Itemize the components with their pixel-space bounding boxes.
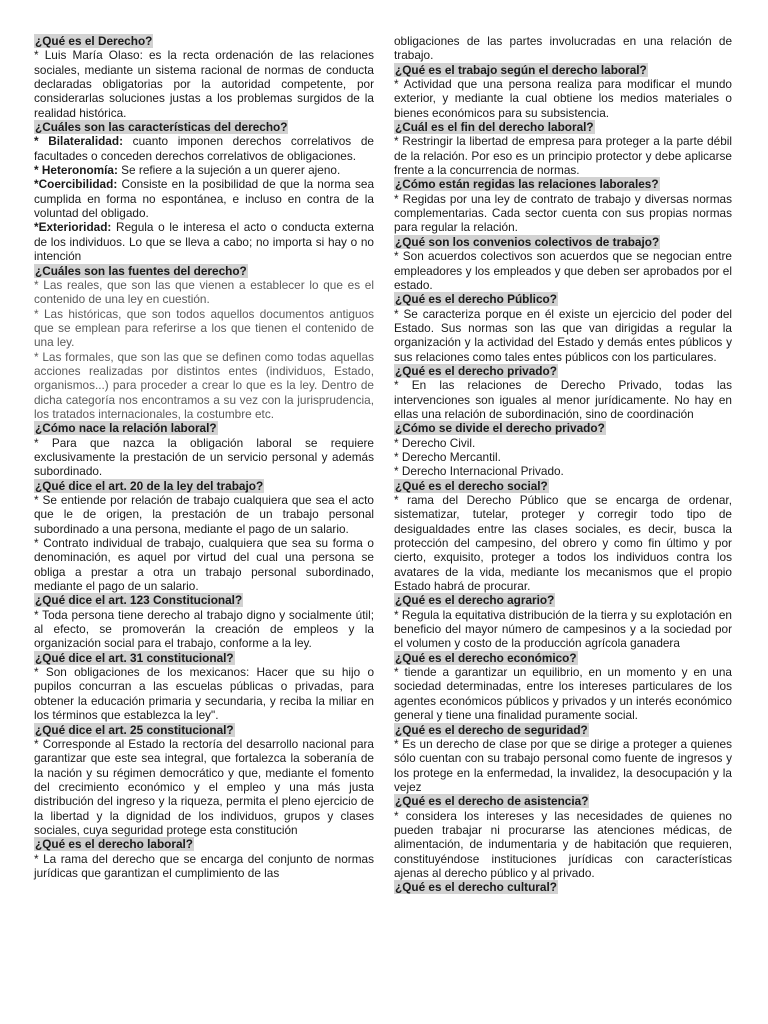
answer-paragraph (34, 665, 374, 722)
answer-text: * Las formales, que son las que se definen como todas aquellas acciones realizadas por distintos entes (individuos, Estado, organismos...) para proceder a crear lo que es la ley. Dentro de dicha categoría nos encontramos a su vez con la jurisprudencia, los tratados internacionales, la costumbre etc. (34, 349, 374, 421)
answer-paragraph (34, 608, 374, 651)
question-text: ¿Qué es el derecho de seguridad? (395, 722, 588, 737)
answer-paragraph (394, 809, 732, 881)
question-text: ¿Qué es el derecho Público? (395, 292, 557, 307)
question-heading (394, 63, 732, 77)
question-heading (394, 421, 732, 435)
question-text: ¿Qué son los convenios colectivos de trabajo? (395, 234, 660, 249)
answer-paragraph (394, 464, 732, 478)
answer-text: * tiende a garantizar un equilibrio, en un momento y en una sociedad determinadas, entre los intereses particulares de los agentes económicos públicos y privados y un interés económico general y tiene una finalidad puramente social. (394, 665, 732, 723)
question-text: ¿Qué es el derecho económico? (395, 650, 577, 665)
answer-text: * Son obligaciones de los mexicanos: Hacer que su hijo o pupilos concurran a las escuelas públicas o privadas, para obtener la educación primaria y secundaria, y reciba la miliar en los términos que establezca la ley". (34, 665, 374, 723)
answer-paragraph (34, 852, 374, 881)
question-heading (394, 651, 732, 665)
answer-paragraph (394, 608, 732, 651)
answer-paragraph (394, 249, 732, 292)
term-label: *Exterioridad: (34, 220, 112, 235)
question-heading (394, 177, 732, 191)
answer-text: * Corresponde al Estado la rectoría del desarrollo nacional para garantizar que este sea integral, que fortalezca la soberanía de la nación y su régimen democrático y que, mediante el fomento del crecimiento económico y el empleo y una más justa distribución del ingreso y la riqueza, permita el pleno ejercicio de la libertad y la dignidad de los individuos, grupos y clases sociales, cuya seguridad protege esta constitución (34, 736, 374, 837)
answer-paragraph (394, 493, 732, 593)
term-label: * Bilateralidad: (34, 134, 123, 149)
answer-text: * En las relaciones de Derecho Privado, todas las intervenciones son iguales al menor jurídicamente. No hay en ellas una relación de subordinación, sino de coordinación (394, 378, 732, 421)
term-label: *Coercibilidad: (34, 177, 118, 192)
answer-text: * Derecho Civil. (394, 435, 476, 450)
answer-paragraph (34, 48, 374, 120)
question-heading (394, 120, 732, 134)
question-text: ¿Qué es el derecho agrario? (395, 593, 555, 608)
answer-text: * rama del Derecho Público que se encarga de ordenar, sistematizar, tutelar, proteger y corregir todo tipo de desigualdades entre las clases sociales, es decir, busca la protección del campesino, del obrero y como fin último y por cierto, exquisito, proteger a todos los individuos contra los avatares de la vida, mediante los mecanismos que el propio Estado habrá de procurar. (394, 493, 732, 594)
question-heading (394, 479, 732, 493)
answer-text: * Se entiende por relación de trabajo cualquiera que sea el acto que le de origen, la prestación de un trabajo personal subordinado a una persona, mediante el pago de un salario. (34, 493, 374, 536)
answer-text: obligaciones de las partes involucradas en una relación de trabajo. (394, 34, 732, 63)
question-heading (34, 651, 374, 665)
question-text: ¿Qué dice el art. 31 constitucional? (35, 650, 234, 665)
answer-paragraph (394, 737, 732, 794)
answer-paragraph (34, 220, 374, 263)
answer-paragraph (34, 493, 374, 536)
question-heading (34, 34, 374, 48)
question-text: ¿Cuál es el fin del derecho laboral? (395, 120, 594, 135)
answer-text: * Toda persona tiene derecho al trabajo digno y socialmente útil; al efecto, se promoverán la creación de empleos y la organización social para el trabajo, conforme a la ley. (34, 607, 374, 651)
answer-text: * Se caracteriza porque en él existe un ejercicio del poder del Estado. Sus normas son las que van dirigidas a regular la organización y la actividad del Estado y demás entes públicos y sus relaciones como tales entes públicos con los particulares. (394, 306, 732, 364)
question-heading (34, 837, 374, 851)
answer-text: * La rama del derecho que se encarga del conjunto de normas jurídicas que garantizan el cumplimiento de las (34, 851, 374, 880)
question-heading (34, 421, 374, 435)
question-heading (394, 364, 732, 378)
question-text: ¿Cómo están regidas las relaciones laborales? (395, 177, 659, 192)
question-text: ¿Qué es el derecho de asistencia? (395, 794, 589, 809)
question-text: ¿Cómo nace la relación laboral? (35, 421, 217, 436)
answer-paragraph (34, 436, 374, 479)
question-text: ¿Qué es el Derecho? (35, 34, 153, 48)
question-heading (394, 794, 732, 808)
answer-text: * Las históricas, que son todos aquellos documentos antiguos que se emplean para referirse a los que tienen el contenido de una ley. (34, 306, 374, 350)
answer-text: * Derecho Mercantil. (394, 449, 501, 464)
answer-paragraph (34, 163, 374, 177)
answer-paragraph (394, 192, 732, 235)
left-column (34, 34, 374, 880)
answer-paragraph (34, 177, 374, 220)
question-text: ¿Cómo se divide el derecho privado? (395, 421, 605, 436)
question-heading (394, 593, 732, 607)
answer-text: * Regula la equitativa distribución de la tierra y su explotación en beneficio del mayor número de campesinos y a la sociedad por el volumen y costo de la producción agrícola ganadera (394, 607, 732, 651)
answer-text: Se refiere a la sujeción a un querer ajeno. (117, 163, 341, 178)
question-text: ¿Qué dice el art. 20 de la ley del trabajo? (35, 478, 264, 493)
answer-text: Consiste en la posibilidad de que la norma sea cumplida en forma no espontánea, e incluso en contra de la voluntad del obligado. (34, 177, 374, 221)
question-heading (34, 264, 374, 278)
answer-paragraph (394, 307, 732, 364)
question-heading (394, 235, 732, 249)
question-text: ¿Qué es el trabajo según el derecho laboral? (395, 62, 647, 77)
answer-paragraph (34, 536, 374, 593)
question-text: ¿Qué es el derecho privado? (395, 363, 557, 378)
question-text: ¿Qué dice el art. 123 Constitucional? (35, 593, 243, 608)
question-text: ¿Cuáles son las fuentes del derecho? (35, 263, 247, 278)
answer-paragraph (394, 665, 732, 722)
answer-text: * Actividad que una persona realiza para modificar el mundo exterior, y mediante la cual obtiene los medios materiales o bienes económicos para su subsistencia. (394, 77, 732, 120)
question-heading (34, 120, 374, 134)
answer-text: * Luis María Olaso: es la recta ordenación de las relaciones sociales, mediante un sistema racional de normas de conducta declaradas obligatorias por la autoridad competente, por considerarlas soluciones justas a los problemas surgidos de la realidad histórica. (34, 48, 374, 120)
answer-paragraph (34, 278, 374, 307)
answer-paragraph (394, 436, 732, 450)
answer-text: * Para que nazca la obligación laboral se requiere exclusivamente la prestación de un servicio personal y además subordinado. (34, 435, 374, 479)
question-text: ¿Qué es el derecho social? (395, 478, 548, 493)
question-text: ¿Qué es el derecho laboral? (35, 837, 193, 852)
question-heading (34, 723, 374, 737)
question-heading (394, 292, 732, 306)
question-heading (34, 479, 374, 493)
answer-text: * Regidas por una ley de contrato de trabajo y diversas normas complementarias. Cada sector cuenta con sus propias normas para regular la relación. (394, 191, 732, 235)
answer-text: * Las reales, que son las que vienen a establecer lo que es el contenido de una ley en cuestión. (34, 277, 374, 307)
answer-paragraph (34, 350, 374, 422)
question-text: ¿Qué dice el art. 25 constitucional? (35, 722, 234, 737)
answer-paragraph (34, 737, 374, 837)
answer-text: * Contrato individual de trabajo, cualquiera que sea su forma o denominación, es aquel por virtud del cual una persona se obliga a prestar a otra un trabajo personal subordinado, mediante el pago de un salario. (34, 536, 374, 594)
question-text: ¿Qué es el derecho cultural? (395, 880, 557, 895)
answer-paragraph (394, 134, 732, 177)
answer-text: * Es un derecho de clase por que se dirige a proteger a quienes sólo cuentan con su trabajo personal como fuente de ingresos y los protege en la enfermedad, la invalidez, la desocupación y la vejez (394, 736, 732, 794)
answer-paragraph (394, 378, 732, 421)
answer-text: * Restringir la libertad de empresa para proteger a la parte débil de la relación. Por eso es un principio protector y debe aplicarse frente a la concurrencia de normas. (394, 134, 732, 178)
answer-paragraph (394, 77, 732, 120)
answer-paragraph (394, 450, 732, 464)
question-heading (394, 880, 732, 894)
question-heading (394, 723, 732, 737)
answer-text: * considera los intereses y las necesidades de quienes no pueden trabajar ni procurarse las atenciones médicas, de alimentación, de indumentaria y de habitación que requieren, constituyéndose instituciones jurídicas con características ajenas al derecho público y al privado. (394, 808, 732, 880)
answer-paragraph (34, 134, 374, 163)
answer-text: * Derecho Internacional Privado. (394, 464, 564, 479)
answer-paragraph (34, 307, 374, 350)
answer-paragraph (394, 34, 732, 63)
answer-text: cuanto imponen derechos correlativos de facultades o conceden derechos correlativos de obligaciones. (34, 134, 374, 163)
question-heading (34, 593, 374, 607)
answer-text: * Son acuerdos colectivos son acuerdos que se negocian entre empleadores y los empleados y que deben ser aprobados por el estado. (394, 249, 732, 292)
right-column (394, 34, 732, 895)
question-text: ¿Cuáles son las características del derecho? (35, 120, 288, 135)
answer-text: Regula o le interesa el acto o conducta externa de los individuos. Lo que se lleva a cabo; no importa si hay o no intención (34, 220, 374, 264)
term-label: * Heteronomía: (34, 163, 118, 178)
